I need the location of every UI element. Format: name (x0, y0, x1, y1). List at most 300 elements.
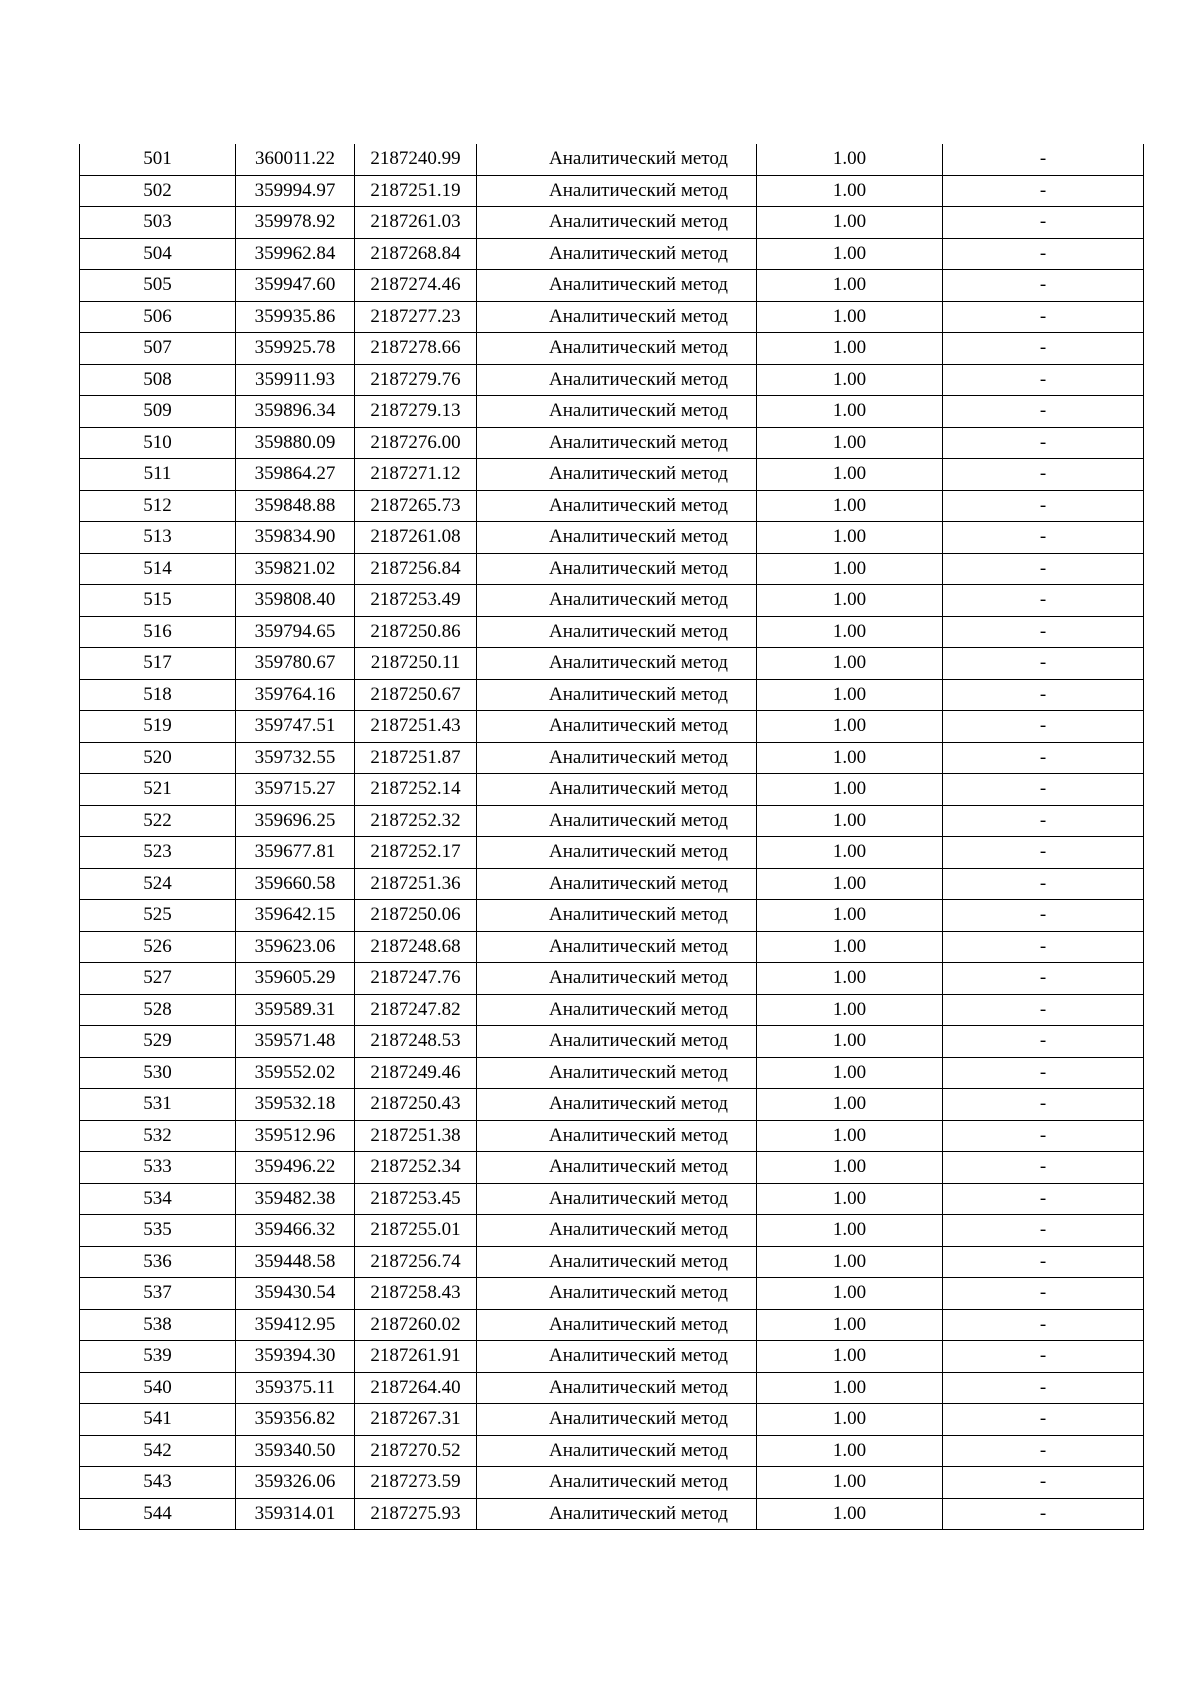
point-number-cell: 541 (80, 1404, 236, 1436)
accuracy-cell: 1.00 (757, 900, 943, 932)
method-cell: Аналитический метод (477, 805, 757, 837)
x-coordinate-cell: 359864.27 (236, 459, 355, 491)
description-cell: - (943, 238, 1144, 270)
description-cell: - (943, 837, 1144, 869)
y-coordinate-cell: 2187271.12 (355, 459, 477, 491)
accuracy-cell: 1.00 (757, 994, 943, 1026)
accuracy-cell: 1.00 (757, 522, 943, 554)
table-row (80, 207, 1144, 239)
x-coordinate-cell: 359430.54 (236, 1278, 355, 1310)
method-cell: Аналитический метод (477, 1404, 757, 1436)
accuracy-cell: 1.00 (757, 553, 943, 585)
x-coordinate-cell: 359808.40 (236, 585, 355, 617)
y-coordinate-cell: 2187250.67 (355, 679, 477, 711)
point-number-cell: 535 (80, 1215, 236, 1247)
x-coordinate-cell: 359848.88 (236, 490, 355, 522)
y-coordinate-cell: 2187250.86 (355, 616, 477, 648)
point-number-cell: 536 (80, 1246, 236, 1278)
table-row (80, 490, 1144, 522)
table-row (80, 994, 1144, 1026)
point-number-cell: 523 (80, 837, 236, 869)
point-number-cell: 505 (80, 270, 236, 302)
x-coordinate-cell: 359326.06 (236, 1467, 355, 1499)
y-coordinate-cell: 2187247.82 (355, 994, 477, 1026)
table-row (80, 805, 1144, 837)
point-number-cell: 532 (80, 1120, 236, 1152)
table-row (80, 144, 1144, 175)
accuracy-cell: 1.00 (757, 1435, 943, 1467)
method-cell: Аналитический метод (477, 144, 757, 175)
table-row (80, 301, 1144, 333)
y-coordinate-cell: 2187251.19 (355, 175, 477, 207)
x-coordinate-cell: 359780.67 (236, 648, 355, 680)
coordinates-table (79, 144, 1144, 1530)
method-cell: Аналитический метод (477, 1183, 757, 1215)
y-coordinate-cell: 2187270.52 (355, 1435, 477, 1467)
point-number-cell: 527 (80, 963, 236, 995)
point-number-cell: 528 (80, 994, 236, 1026)
description-cell: - (943, 553, 1144, 585)
point-number-cell: 507 (80, 333, 236, 365)
x-coordinate-cell: 359552.02 (236, 1057, 355, 1089)
description-cell: - (943, 1246, 1144, 1278)
table-row (80, 868, 1144, 900)
accuracy-cell: 1.00 (757, 1120, 943, 1152)
table-row (80, 648, 1144, 680)
method-cell: Аналитический метод (477, 553, 757, 585)
accuracy-cell: 1.00 (757, 679, 943, 711)
y-coordinate-cell: 2187248.68 (355, 931, 477, 963)
table-row (80, 1404, 1144, 1436)
accuracy-cell: 1.00 (757, 175, 943, 207)
point-number-cell: 510 (80, 427, 236, 459)
table-row (80, 333, 1144, 365)
description-cell: - (943, 1435, 1144, 1467)
accuracy-cell: 1.00 (757, 868, 943, 900)
y-coordinate-cell: 2187256.84 (355, 553, 477, 585)
y-coordinate-cell: 2187277.23 (355, 301, 477, 333)
method-cell: Аналитический метод (477, 1498, 757, 1530)
table-row (80, 837, 1144, 869)
point-number-cell: 543 (80, 1467, 236, 1499)
y-coordinate-cell: 2187261.03 (355, 207, 477, 239)
description-cell: - (943, 963, 1144, 995)
accuracy-cell: 1.00 (757, 805, 943, 837)
y-coordinate-cell: 2187255.01 (355, 1215, 477, 1247)
description-cell: - (943, 396, 1144, 428)
table-row (80, 711, 1144, 743)
method-cell: Аналитический метод (477, 1215, 757, 1247)
table-row (80, 1089, 1144, 1121)
point-number-cell: 537 (80, 1278, 236, 1310)
method-cell: Аналитический метод (477, 868, 757, 900)
description-cell: - (943, 522, 1144, 554)
description-cell: - (943, 1372, 1144, 1404)
table-row (80, 238, 1144, 270)
x-coordinate-cell: 359340.50 (236, 1435, 355, 1467)
accuracy-cell: 1.00 (757, 459, 943, 491)
accuracy-cell: 1.00 (757, 1341, 943, 1373)
description-cell: - (943, 1089, 1144, 1121)
method-cell: Аналитический метод (477, 774, 757, 806)
x-coordinate-cell: 359394.30 (236, 1341, 355, 1373)
method-cell: Аналитический метод (477, 931, 757, 963)
point-number-cell: 520 (80, 742, 236, 774)
x-coordinate-cell: 359962.84 (236, 238, 355, 270)
method-cell: Аналитический метод (477, 1246, 757, 1278)
accuracy-cell: 1.00 (757, 774, 943, 806)
method-cell: Аналитический метод (477, 679, 757, 711)
point-number-cell: 508 (80, 364, 236, 396)
accuracy-cell: 1.00 (757, 207, 943, 239)
y-coordinate-cell: 2187279.13 (355, 396, 477, 428)
description-cell: - (943, 616, 1144, 648)
description-cell: - (943, 1183, 1144, 1215)
accuracy-cell: 1.00 (757, 1215, 943, 1247)
y-coordinate-cell: 2187250.43 (355, 1089, 477, 1121)
y-coordinate-cell: 2187261.08 (355, 522, 477, 554)
accuracy-cell: 1.00 (757, 1372, 943, 1404)
accuracy-cell: 1.00 (757, 1183, 943, 1215)
table-row (80, 679, 1144, 711)
description-cell: - (943, 1404, 1144, 1436)
table-row (80, 1341, 1144, 1373)
method-cell: Аналитический метод (477, 1372, 757, 1404)
accuracy-cell: 1.00 (757, 963, 943, 995)
method-cell: Аналитический метод (477, 1341, 757, 1373)
accuracy-cell: 1.00 (757, 1309, 943, 1341)
table-row (80, 1435, 1144, 1467)
description-cell: - (943, 1498, 1144, 1530)
point-number-cell: 540 (80, 1372, 236, 1404)
table-row (80, 270, 1144, 302)
description-cell: - (943, 364, 1144, 396)
description-cell: - (943, 868, 1144, 900)
method-cell: Аналитический метод (477, 427, 757, 459)
table-row (80, 1309, 1144, 1341)
x-coordinate-cell: 359512.96 (236, 1120, 355, 1152)
y-coordinate-cell: 2187261.91 (355, 1341, 477, 1373)
x-coordinate-cell: 359496.22 (236, 1152, 355, 1184)
accuracy-cell: 1.00 (757, 648, 943, 680)
y-coordinate-cell: 2187251.38 (355, 1120, 477, 1152)
description-cell: - (943, 333, 1144, 365)
x-coordinate-cell: 360011.22 (236, 144, 355, 175)
point-number-cell: 544 (80, 1498, 236, 1530)
method-cell: Аналитический метод (477, 522, 757, 554)
x-coordinate-cell: 359605.29 (236, 963, 355, 995)
description-cell: - (943, 711, 1144, 743)
accuracy-cell: 1.00 (757, 144, 943, 175)
y-coordinate-cell: 2187275.93 (355, 1498, 477, 1530)
x-coordinate-cell: 359925.78 (236, 333, 355, 365)
table-row (80, 427, 1144, 459)
table-row (80, 1215, 1144, 1247)
table-row (80, 1372, 1144, 1404)
description-cell: - (943, 585, 1144, 617)
x-coordinate-cell: 359448.58 (236, 1246, 355, 1278)
table-row (80, 396, 1144, 428)
accuracy-cell: 1.00 (757, 711, 943, 743)
accuracy-cell: 1.00 (757, 1089, 943, 1121)
point-number-cell: 512 (80, 490, 236, 522)
description-cell: - (943, 1152, 1144, 1184)
y-coordinate-cell: 2187252.14 (355, 774, 477, 806)
x-coordinate-cell: 359794.65 (236, 616, 355, 648)
description-cell: - (943, 1467, 1144, 1499)
method-cell: Аналитический метод (477, 207, 757, 239)
table-row (80, 1120, 1144, 1152)
method-cell: Аналитический метод (477, 364, 757, 396)
description-cell: - (943, 900, 1144, 932)
description-cell: - (943, 774, 1144, 806)
x-coordinate-cell: 359412.95 (236, 1309, 355, 1341)
description-cell: - (943, 1215, 1144, 1247)
point-number-cell: 521 (80, 774, 236, 806)
y-coordinate-cell: 2187251.43 (355, 711, 477, 743)
y-coordinate-cell: 2187248.53 (355, 1026, 477, 1058)
description-cell: - (943, 679, 1144, 711)
method-cell: Аналитический метод (477, 270, 757, 302)
method-cell: Аналитический метод (477, 963, 757, 995)
method-cell: Аналитический метод (477, 459, 757, 491)
x-coordinate-cell: 359834.90 (236, 522, 355, 554)
x-coordinate-cell: 359466.32 (236, 1215, 355, 1247)
table-row (80, 742, 1144, 774)
description-cell: - (943, 1057, 1144, 1089)
point-number-cell: 530 (80, 1057, 236, 1089)
point-number-cell: 509 (80, 396, 236, 428)
method-cell: Аналитический метод (477, 648, 757, 680)
point-number-cell: 525 (80, 900, 236, 932)
point-number-cell: 526 (80, 931, 236, 963)
accuracy-cell: 1.00 (757, 837, 943, 869)
point-number-cell: 539 (80, 1341, 236, 1373)
y-coordinate-cell: 2187251.87 (355, 742, 477, 774)
x-coordinate-cell: 359947.60 (236, 270, 355, 302)
x-coordinate-cell: 359978.92 (236, 207, 355, 239)
point-number-cell: 534 (80, 1183, 236, 1215)
description-cell: - (943, 459, 1144, 491)
point-number-cell: 538 (80, 1309, 236, 1341)
y-coordinate-cell: 2187278.66 (355, 333, 477, 365)
x-coordinate-cell: 359911.93 (236, 364, 355, 396)
accuracy-cell: 1.00 (757, 1278, 943, 1310)
method-cell: Аналитический метод (477, 1435, 757, 1467)
accuracy-cell: 1.00 (757, 1057, 943, 1089)
method-cell: Аналитический метод (477, 1467, 757, 1499)
point-number-cell: 517 (80, 648, 236, 680)
accuracy-cell: 1.00 (757, 301, 943, 333)
x-coordinate-cell: 359356.82 (236, 1404, 355, 1436)
accuracy-cell: 1.00 (757, 1152, 943, 1184)
method-cell: Аналитический метод (477, 711, 757, 743)
point-number-cell: 529 (80, 1026, 236, 1058)
x-coordinate-cell: 359623.06 (236, 931, 355, 963)
point-number-cell: 531 (80, 1089, 236, 1121)
x-coordinate-cell: 359314.01 (236, 1498, 355, 1530)
accuracy-cell: 1.00 (757, 1467, 943, 1499)
x-coordinate-cell: 359677.81 (236, 837, 355, 869)
point-number-cell: 533 (80, 1152, 236, 1184)
description-cell: - (943, 994, 1144, 1026)
point-number-cell: 511 (80, 459, 236, 491)
description-cell: - (943, 742, 1144, 774)
y-coordinate-cell: 2187251.36 (355, 868, 477, 900)
y-coordinate-cell: 2187276.00 (355, 427, 477, 459)
x-coordinate-cell: 359821.02 (236, 553, 355, 585)
x-coordinate-cell: 359571.48 (236, 1026, 355, 1058)
table-row (80, 1026, 1144, 1058)
table-row (80, 616, 1144, 648)
accuracy-cell: 1.00 (757, 1404, 943, 1436)
table-row (80, 585, 1144, 617)
x-coordinate-cell: 359715.27 (236, 774, 355, 806)
x-coordinate-cell: 359589.31 (236, 994, 355, 1026)
method-cell: Аналитический метод (477, 837, 757, 869)
method-cell: Аналитический метод (477, 1309, 757, 1341)
table-row (80, 175, 1144, 207)
table-row (80, 364, 1144, 396)
point-number-cell: 503 (80, 207, 236, 239)
x-coordinate-cell: 359532.18 (236, 1089, 355, 1121)
y-coordinate-cell: 2187264.40 (355, 1372, 477, 1404)
point-number-cell: 518 (80, 679, 236, 711)
description-cell: - (943, 301, 1144, 333)
y-coordinate-cell: 2187260.02 (355, 1309, 477, 1341)
y-coordinate-cell: 2187253.45 (355, 1183, 477, 1215)
description-cell: - (943, 144, 1144, 175)
y-coordinate-cell: 2187268.84 (355, 238, 477, 270)
y-coordinate-cell: 2187252.32 (355, 805, 477, 837)
accuracy-cell: 1.00 (757, 238, 943, 270)
y-coordinate-cell: 2187252.17 (355, 837, 477, 869)
method-cell: Аналитический метод (477, 585, 757, 617)
accuracy-cell: 1.00 (757, 270, 943, 302)
accuracy-cell: 1.00 (757, 490, 943, 522)
table-row (80, 522, 1144, 554)
accuracy-cell: 1.00 (757, 1246, 943, 1278)
table-row (80, 459, 1144, 491)
method-cell: Аналитический метод (477, 301, 757, 333)
description-cell: - (943, 648, 1144, 680)
x-coordinate-cell: 359747.51 (236, 711, 355, 743)
table-row (80, 1278, 1144, 1310)
point-number-cell: 501 (80, 144, 236, 175)
y-coordinate-cell: 2187279.76 (355, 364, 477, 396)
y-coordinate-cell: 2187240.99 (355, 144, 477, 175)
accuracy-cell: 1.00 (757, 742, 943, 774)
description-cell: - (943, 175, 1144, 207)
description-cell: - (943, 1278, 1144, 1310)
table-row (80, 1057, 1144, 1089)
description-cell: - (943, 805, 1144, 837)
description-cell: - (943, 427, 1144, 459)
y-coordinate-cell: 2187253.49 (355, 585, 477, 617)
x-coordinate-cell: 359896.34 (236, 396, 355, 428)
point-number-cell: 515 (80, 585, 236, 617)
x-coordinate-cell: 359732.55 (236, 742, 355, 774)
accuracy-cell: 1.00 (757, 616, 943, 648)
x-coordinate-cell: 359764.16 (236, 679, 355, 711)
point-number-cell: 502 (80, 175, 236, 207)
method-cell: Аналитический метод (477, 238, 757, 270)
accuracy-cell: 1.00 (757, 585, 943, 617)
accuracy-cell: 1.00 (757, 1498, 943, 1530)
accuracy-cell: 1.00 (757, 364, 943, 396)
x-coordinate-cell: 359482.38 (236, 1183, 355, 1215)
description-cell: - (943, 1120, 1144, 1152)
accuracy-cell: 1.00 (757, 1026, 943, 1058)
y-coordinate-cell: 2187252.34 (355, 1152, 477, 1184)
y-coordinate-cell: 2187265.73 (355, 490, 477, 522)
table-row (80, 1152, 1144, 1184)
table-row (80, 1498, 1144, 1530)
description-cell: - (943, 1341, 1144, 1373)
description-cell: - (943, 931, 1144, 963)
x-coordinate-cell: 359375.11 (236, 1372, 355, 1404)
y-coordinate-cell: 2187256.74 (355, 1246, 477, 1278)
point-number-cell: 504 (80, 238, 236, 270)
point-number-cell: 506 (80, 301, 236, 333)
method-cell: Аналитический метод (477, 994, 757, 1026)
method-cell: Аналитический метод (477, 1120, 757, 1152)
y-coordinate-cell: 2187250.11 (355, 648, 477, 680)
y-coordinate-cell: 2187273.59 (355, 1467, 477, 1499)
point-number-cell: 542 (80, 1435, 236, 1467)
method-cell: Аналитический метод (477, 1278, 757, 1310)
y-coordinate-cell: 2187258.43 (355, 1278, 477, 1310)
y-coordinate-cell: 2187247.76 (355, 963, 477, 995)
table-row (80, 931, 1144, 963)
accuracy-cell: 1.00 (757, 427, 943, 459)
method-cell: Аналитический метод (477, 616, 757, 648)
method-cell: Аналитический метод (477, 1089, 757, 1121)
method-cell: Аналитический метод (477, 333, 757, 365)
method-cell: Аналитический метод (477, 175, 757, 207)
method-cell: Аналитический метод (477, 1152, 757, 1184)
method-cell: Аналитический метод (477, 1026, 757, 1058)
description-cell: - (943, 207, 1144, 239)
x-coordinate-cell: 359660.58 (236, 868, 355, 900)
point-number-cell: 519 (80, 711, 236, 743)
point-number-cell: 514 (80, 553, 236, 585)
accuracy-cell: 1.00 (757, 931, 943, 963)
description-cell: - (943, 1309, 1144, 1341)
x-coordinate-cell: 359642.15 (236, 900, 355, 932)
y-coordinate-cell: 2187250.06 (355, 900, 477, 932)
description-cell: - (943, 1026, 1144, 1058)
description-cell: - (943, 490, 1144, 522)
method-cell: Аналитический метод (477, 900, 757, 932)
y-coordinate-cell: 2187274.46 (355, 270, 477, 302)
y-coordinate-cell: 2187249.46 (355, 1057, 477, 1089)
table-row (80, 1246, 1144, 1278)
accuracy-cell: 1.00 (757, 333, 943, 365)
table-row (80, 774, 1144, 806)
method-cell: Аналитический метод (477, 396, 757, 428)
x-coordinate-cell: 359935.86 (236, 301, 355, 333)
coordinates-table-body (80, 144, 1144, 1530)
table-row (80, 1467, 1144, 1499)
point-number-cell: 522 (80, 805, 236, 837)
point-number-cell: 524 (80, 868, 236, 900)
point-number-cell: 516 (80, 616, 236, 648)
method-cell: Аналитический метод (477, 742, 757, 774)
table-row (80, 1183, 1144, 1215)
x-coordinate-cell: 359994.97 (236, 175, 355, 207)
method-cell: Аналитический метод (477, 490, 757, 522)
